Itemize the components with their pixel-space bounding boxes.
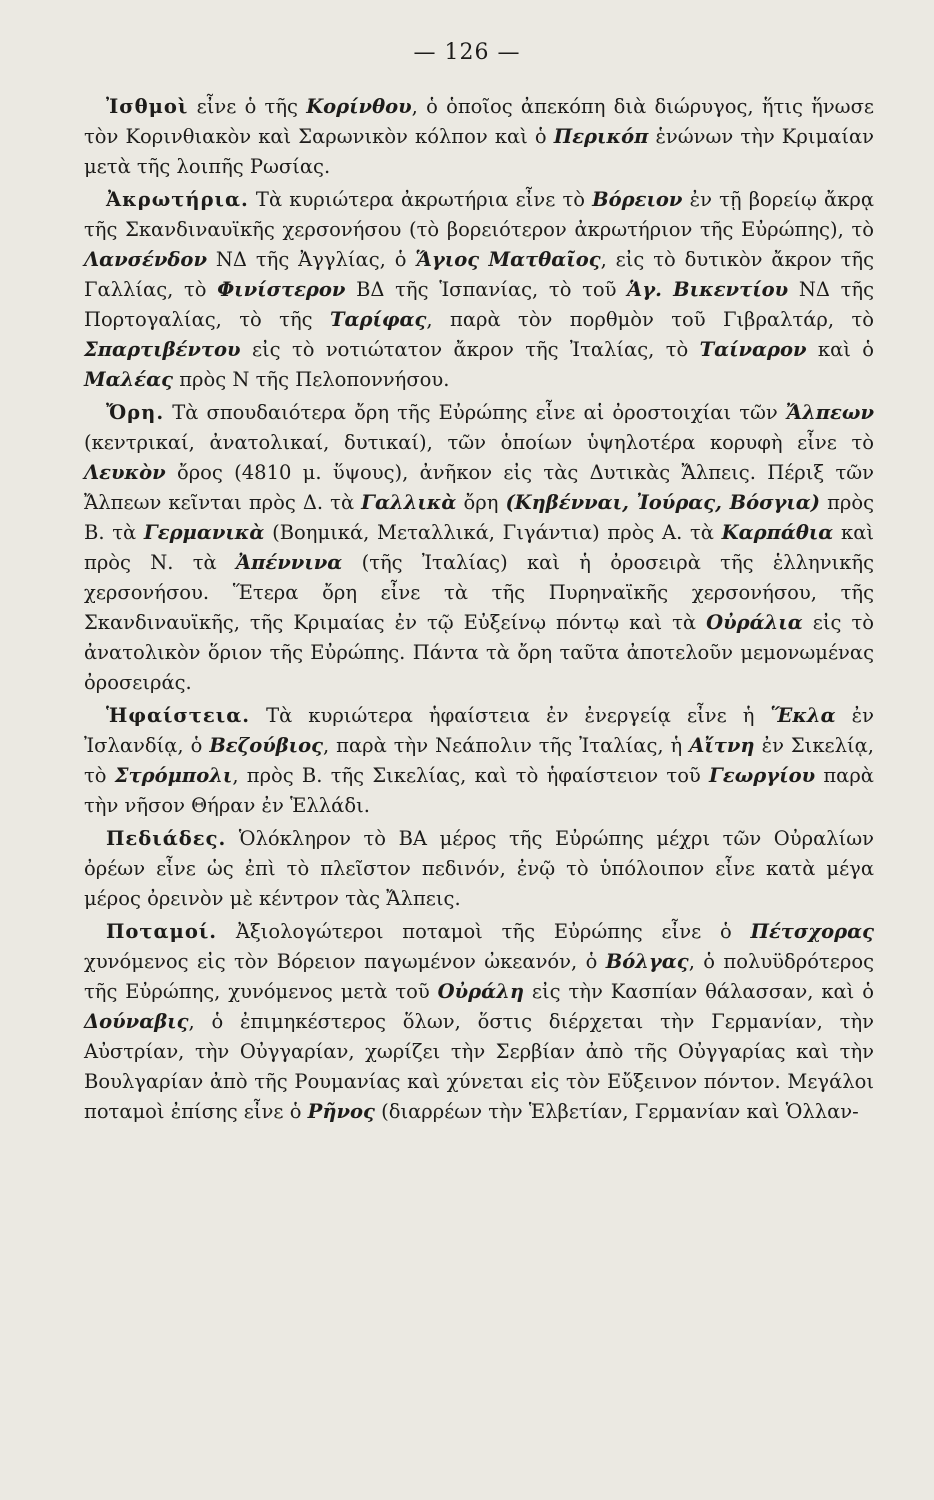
emphasized-term: Γεωργίου: [709, 764, 816, 787]
text-run: παρὰ τὴν νῆσον Θήραν ἐν Ἑλλάδι.: [84, 764, 874, 817]
section-heading: Ἰσθμοὶ: [106, 95, 189, 118]
emphasized-term: Γερμανικὰ: [143, 521, 265, 544]
text-run: Τὰ κυριώτερα ἡφαίστεια ἐν ἐνεργείᾳ εἶνε ἡ: [250, 704, 771, 727]
emphasized-term: Βόλγας: [605, 950, 689, 973]
paragraph: [84, 92, 874, 182]
emphasized-term: Αἴτνη: [689, 734, 755, 757]
text-run: , πρὸς Β. τῆς Σικελίας, καὶ τὸ ἡφαίστειον τοῦ: [232, 764, 710, 787]
text-run: καὶ πρὸς Ν. τὰ: [84, 521, 875, 574]
text-run: , παρὰ τὴν Νεάπολιν τῆς Ἰταλίας, ἡ: [323, 734, 690, 757]
text-run: εἰς τὸ ἀνατολικὸν ὅριον τῆς Εὐρώπης. Πάντα τὰ ὄρη ταῦτα ἀποτελοῦν μεμονωμένας ὀροσειράς.: [84, 611, 874, 694]
emphasized-term: Γαλλικὰ: [361, 491, 457, 514]
paragraph: [84, 398, 874, 698]
emphasized-term: Καρπάθια: [721, 521, 834, 544]
text-run: , ὁ ἐπιμηκέστερος ὅλων, ὅστις διέρχεται τὴν Γερμανίαν, τὴν Αὐστρίαν, τὴν Οὐγγαρίαν, χωρίζει τὴν Σερβίαν ἀπὸ τῆς Οὐγγαρίας καὶ τὴν Βουλγαρίαν ἀπὸ τῆς Ρουμανίας καὶ χύνεται εἰς τὸν Εὔξεινον πόντον. Μεγάλοι ποταμοὶ ἐπίσης εἶνε ὁ: [84, 1010, 874, 1123]
paragraph: [84, 185, 874, 395]
text-run: ἐν τῇ βορείῳ ἄκρᾳ τῆς Σκανδιναυϊκῆς χερσονήσου (τὸ βορειότερον ἀκρωτήριον τῆς Εὐρώπης), τὸ: [84, 188, 874, 241]
emphasized-term: Ἀπέννινα: [236, 551, 343, 574]
paragraph: [84, 824, 874, 914]
emphasized-term: Δούναβις: [84, 1010, 189, 1033]
text-run: , εἰς τὸ δυτικὸν ἄκρον τῆς Γαλλίας, τὸ: [84, 248, 875, 301]
emphasized-term: Ἅγιος Ματθαῖος: [415, 248, 601, 271]
text-run: χυνόμενος εἰς τὸν Βόρειον παγωμένον ὠκεανόν, ὁ: [84, 950, 606, 973]
text-run: ἐν Ἰσλανδίᾳ, ὁ: [84, 704, 874, 757]
emphasized-term: Οὐράλη: [437, 980, 524, 1003]
text-run: Τὰ σπουδαιότερα ὄρη τῆς Εὐρώπης εἶνε αἱ ὀροστοιχίαι τῶν: [164, 401, 786, 424]
emphasized-term: Πέτσχορας: [750, 920, 874, 943]
section-heading: Ἡφαίστεια.: [106, 704, 251, 727]
text-run: Ὁλόκληρον τὸ ΒΑ μέρος τῆς Εὐρώπης μέχρι τῶν Οὐραλίων ὀρέων εἶνε ὡς ἐπὶ τὸ πλεῖστον πεδινόν, ἐνῷ τὸ ὑπόλοιπον εἶνε κατὰ μέγα μέρος ὀρεινὸν μὲ κέντρον τὰς Ἄλπεις.: [84, 827, 874, 910]
text-run: ΝΔ τῆς Πορτογαλίας, τὸ τῆς: [84, 278, 875, 331]
page-number: — 126 —: [413, 40, 521, 65]
text-run: , ὁ πολυϋδρότερος τῆς Εὐρώπης, χυνόμενος μετὰ τοῦ: [84, 950, 874, 1003]
text-run: ἑνώνων τὴν Κριμαίαν μετὰ τῆς λοιπῆς Ρωσίας.: [84, 125, 874, 178]
emphasized-term: Ἕκλα: [770, 704, 836, 727]
text-run: ὄρη: [456, 491, 506, 514]
emphasized-term: (Κηβένναι, Ἰούρας, Βόσγια): [505, 491, 821, 514]
section-heading: Ποταμοί.: [106, 920, 218, 943]
emphasized-term: Ἄλπεων: [785, 401, 874, 424]
emphasized-term: Σπαρτιβέντου: [84, 338, 241, 361]
emphasized-term: Λανσένδον: [84, 248, 207, 271]
emphasized-term: Ρῆνος: [307, 1100, 375, 1123]
body-text: [84, 92, 874, 1130]
text-run: εἰς τὸ νοτιώτατον ἄκρον τῆς Ἰταλίας, τὸ: [240, 338, 700, 361]
text-run: ΝΔ τῆς Ἀγγλίας, ὁ: [206, 248, 416, 271]
text-run: (τῆς Ἰταλίας) καὶ ἡ ὀροσειρὰ τῆς ἑλληνικῆς χερσονήσου. Ἕτερα ὄρη εἶνε τὰ τῆς Πυρηναϊκῆς χερσονήσου, τῆς Σκανδιναυϊκῆς, τῆς Κριμαίας ἐν τῷ Εὐξείνῳ πόντῳ καὶ τὰ: [84, 551, 874, 634]
text-run: (κεντρικαί, ἀνατολικαί, δυτικαί), τῶν ὁποίων ὑψηλοτέρα κορυφὴ εἶνε τὸ: [84, 431, 874, 454]
paragraph: [84, 701, 874, 821]
text-run: πρὸς Ν τῆς Πελοποννήσου.: [173, 368, 450, 391]
text-run: ΒΔ τῆς Ἱσπανίας, τὸ τοῦ: [345, 278, 628, 301]
text-run: πρὸς Β. τὰ: [84, 491, 875, 544]
emphasized-term: Κορίνθου: [306, 95, 412, 118]
emphasized-term: Ἁγ. Βικεντίου: [627, 278, 789, 301]
text-run: , ὁ ὁποῖος ἀπεκόπη διὰ διώρυγος, ἥτις ἥνωσε τὸν Κορινθιακὸν καὶ Σαρωνικὸν κόλπον καὶ ὁ: [84, 95, 874, 148]
emphasized-term: Οὐράλια: [706, 611, 803, 634]
emphasized-term: Βεζούβιος: [209, 734, 323, 757]
text-run: εἰς τὴν Κασπίαν θάλασσαν, καὶ ὁ: [524, 980, 874, 1003]
emphasized-term: Βόρειον: [592, 188, 683, 211]
text-run: Τὰ κυριώτερα ἀκρωτήρια εἶνε τὸ: [248, 188, 593, 211]
text-run: , παρὰ τὸν πορθμὸν τοῦ Γιβραλτάρ, τὸ: [426, 308, 874, 331]
emphasized-term: Στρόμπολι: [114, 764, 233, 787]
text-run: εἶνε ὁ τῆς: [188, 95, 307, 118]
section-heading: Πεδιάδες.: [106, 827, 227, 850]
section-heading: Ὄρη.: [106, 401, 165, 424]
text-run: (διαρρέων τὴν Ἑλβετίαν, Γερμανίαν καὶ Ὁλλαν-: [374, 1100, 859, 1123]
emphasized-term: Μαλέας: [84, 368, 173, 391]
paragraph: [84, 917, 874, 1127]
text-run: ὄρος (4810 μ. ὕψους), ἀνῆκον εἰς τὰς Δυτικὰς Ἄλπεις. Πέριξ τῶν Ἄλπεων κεῖνται πρὸς Δ. τὰ: [84, 461, 874, 514]
text-run: Ἀξιολογώτεροι ποταμοὶ τῆς Εὐρώπης εἶνε ὁ: [217, 920, 751, 943]
text-run: (Βοημικά, Μεταλλικά, Γιγάντια) πρὸς Α. τὰ: [264, 521, 722, 544]
emphasized-term: Ταίναρον: [699, 338, 807, 361]
text-run: ἐν Σικελίᾳ, τὸ: [84, 734, 874, 787]
emphasized-term: Λευκὸν: [84, 461, 166, 484]
emphasized-term: Περικόπ: [553, 125, 649, 148]
text-run: καὶ ὁ: [806, 338, 874, 361]
emphasized-term: Ταρίφας: [329, 308, 427, 331]
emphasized-term: Φινίστερον: [217, 278, 346, 301]
section-heading: Ἀκρωτήρια.: [106, 188, 249, 211]
